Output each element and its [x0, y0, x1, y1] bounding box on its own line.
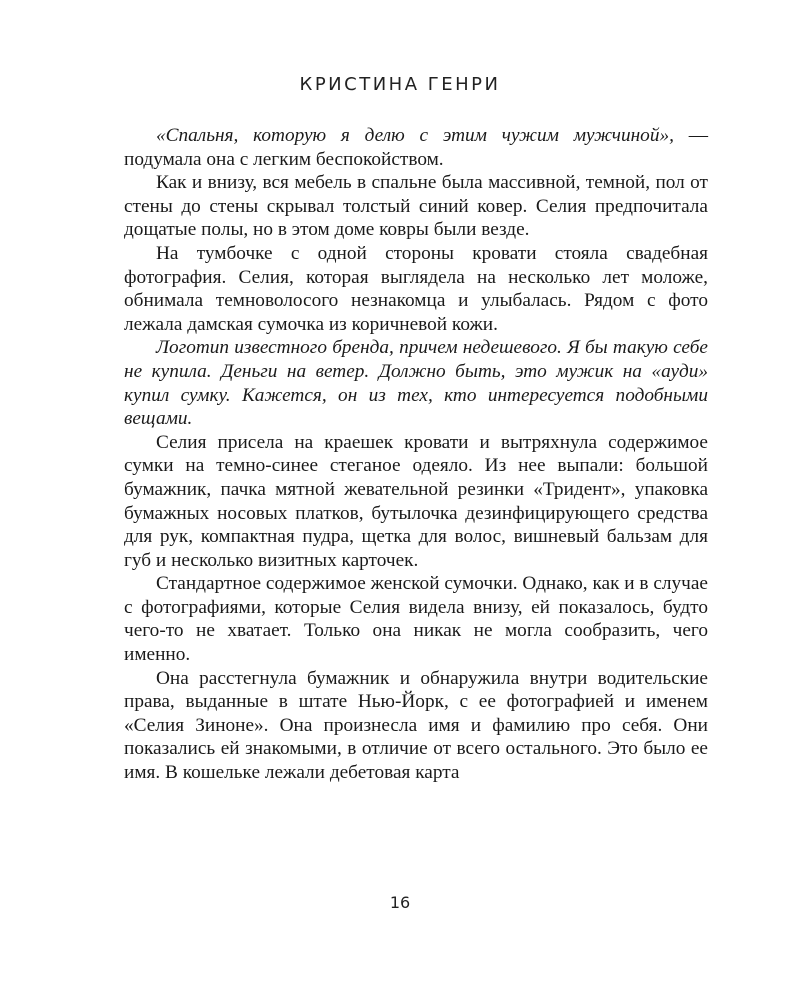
paragraph-6: Стандартное содержимое женской сумочки. Однако, как и в случае с фотографиями, которые Селия видела внизу, ей показалось, будто чего-то не хватает. Только она никак не могла сообразить, чего именно. [124, 573, 708, 666]
paragraph-5: Селия присела на краешек кровати и вытряхнула содержимое сумки на темно-синее стеганое одеяло. Из нее выпали: большой бумажник, пачка мятной жевательной резинки «Тридент», упаковка бумажных носовых платков, бутылочка дезинфицирующего средства для рук, компактная пудра, щетка для волос, вишневый бальзам для губ и несколько визитных карточек. [124, 431, 708, 571]
paragraph-1-rest: — подумала она с легким беспокойством. [124, 125, 709, 170]
paragraph-4-italic-thought: Логотип известного бренда, причем недешевого. Я бы такую себе не купила. Деньги на ветер. Должно быть, это мужик на «ауди» купил сумку. Кажется, он из тех, кто интересуется подобными вещами. [124, 337, 708, 430]
page-number: 16 [389, 893, 411, 912]
paragraph-2: Как и внизу, вся мебель в спальне была массивной, темной, пол от стены до стены скрывал толстый синий ковер. Селия предпочитала дощатые полы, но в этом доме ковры были везде. [124, 172, 708, 241]
body-text [124, 124, 708, 785]
paragraph-1-italic-thought: «Спальня, которую я делю с этим чужим мужчиной», [156, 125, 674, 146]
paragraph-7: Она расстегнула бумажник и обнаружила внутри водительские права, выданные в штате Нью-Йорк, с ее фотографией и именем «Селия Зиноне». Она произнесла имя и фамилию про себя. Они показались ей знакомыми, в отличие от всего остального. Это было ее имя. В кошельке лежали дебетовая карта [124, 667, 708, 784]
running-head: КРИСТИНА ГЕНРИ [299, 74, 501, 95]
paragraph-3: На тумбочке с одной стороны кровати стояла свадебная фотография. Селия, которая выглядела на несколько лет моложе, обнимала темноволосого незнакомца и улыбалась. Рядом с фото лежала дамская сумочка из коричневой кожи. [124, 242, 708, 335]
paragraph-1 [124, 124, 708, 171]
